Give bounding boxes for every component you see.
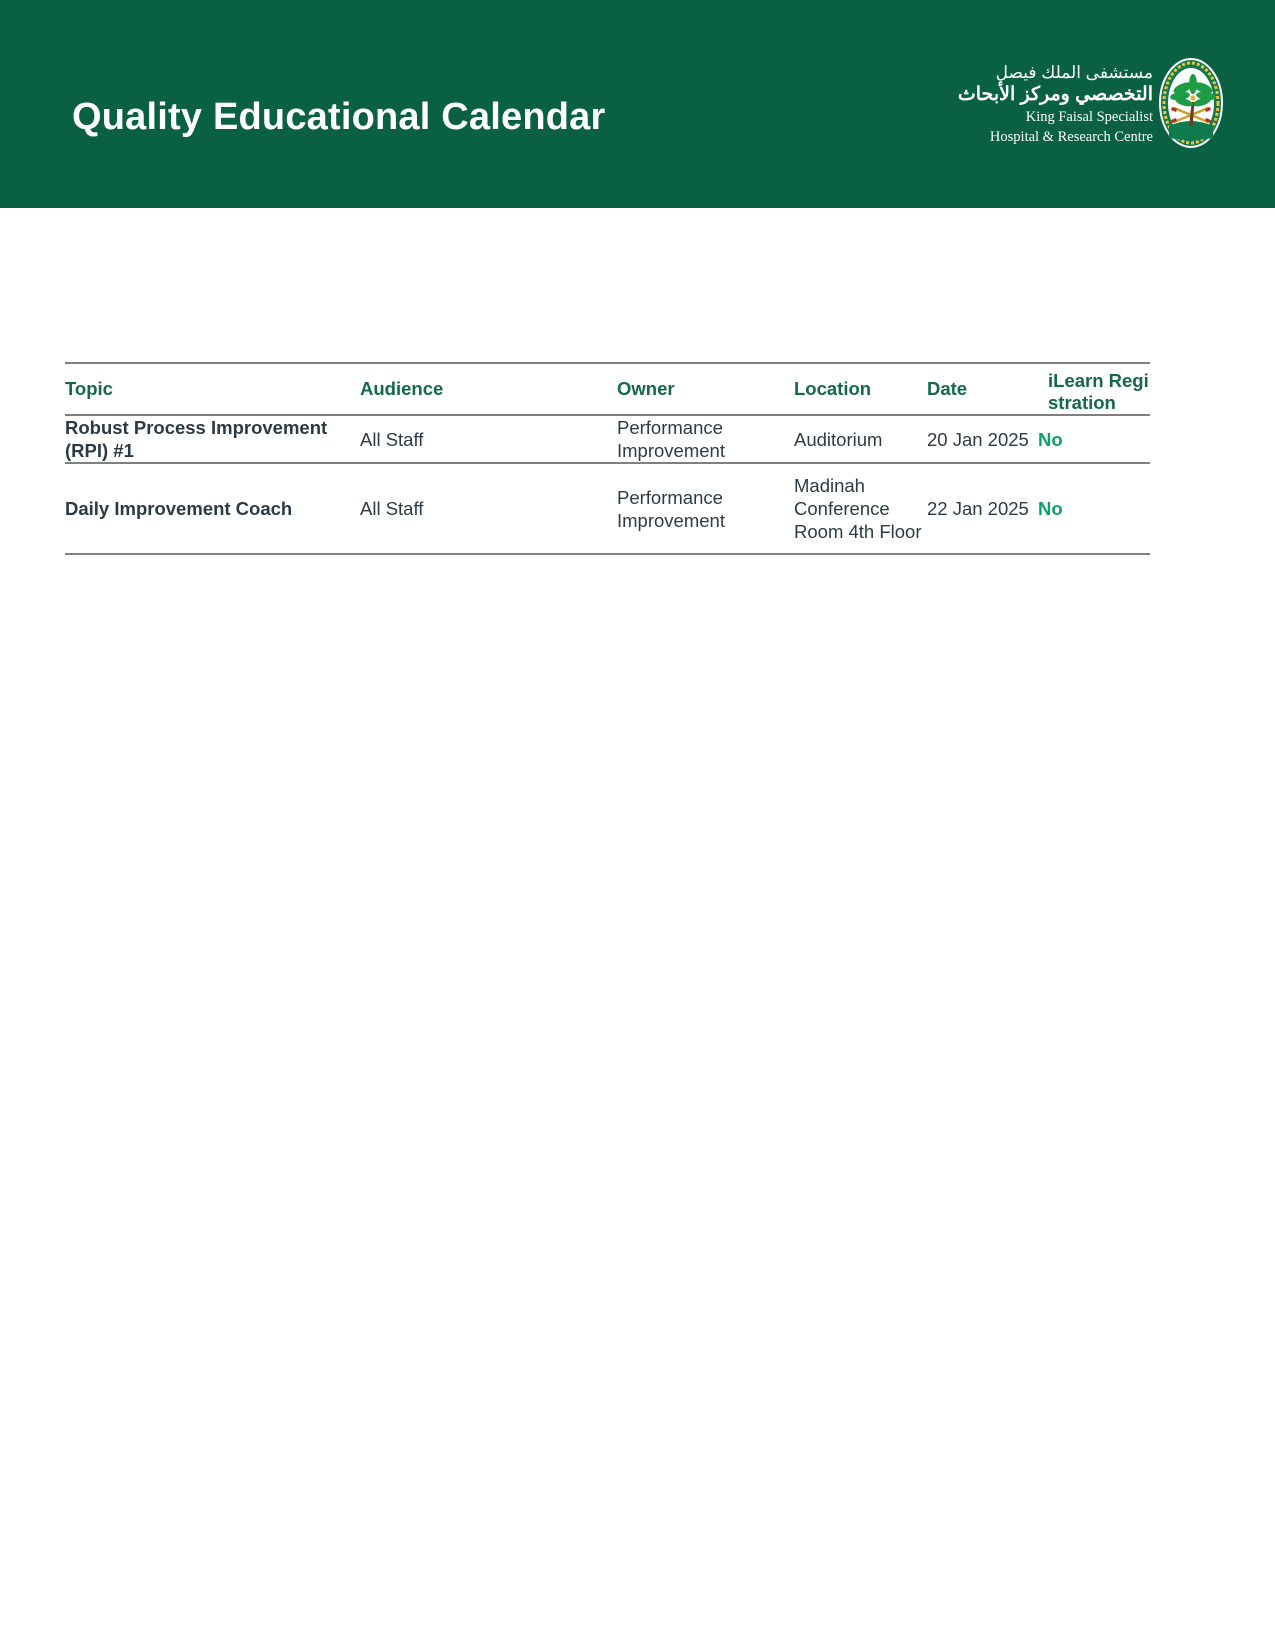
- cell-topic: Daily Improvement Coach: [65, 463, 360, 554]
- column-header-location: Location: [794, 363, 927, 415]
- logo-english-line-1: King Faisal Specialist: [1025, 109, 1153, 125]
- cell-audience: All Staff: [360, 415, 617, 463]
- cell-topic: Robust Process Improvement (RPI) #1: [65, 415, 360, 463]
- table-header-row: [65, 363, 1150, 415]
- cell-ilearn-registration: No: [1038, 415, 1150, 463]
- column-header-topic: Topic: [65, 363, 360, 415]
- page-title: Quality Educational Calendar: [72, 96, 606, 138]
- cell-ilearn-registration: No: [1038, 463, 1150, 554]
- column-header-audience: Audience: [360, 363, 617, 415]
- logo-arabic-line-2: التخصصي ومركز الأبحاث: [957, 84, 1153, 105]
- column-header-date: Date: [927, 363, 1038, 415]
- cell-owner: Performance Improvement: [617, 415, 794, 463]
- cell-date: 22 Jan 2025: [927, 463, 1038, 554]
- column-header-owner: Owner: [617, 363, 794, 415]
- cell-audience: All Staff: [360, 463, 617, 554]
- column-header-ilearn-registration: iLearn Registration: [1038, 363, 1150, 415]
- calendar-table-container: [65, 362, 1150, 555]
- logo-arabic-line-1: مستشفى الملك فيصل: [995, 63, 1153, 82]
- cell-date: 20 Jan 2025: [927, 415, 1038, 463]
- logo-english-line-2: Hospital & Research Centre: [989, 129, 1153, 145]
- cell-owner: Performance Improvement: [617, 463, 794, 554]
- table-body: [65, 415, 1150, 554]
- palm-tree-crossed-swords-seal-icon: [1159, 58, 1223, 148]
- cell-location: Madinah Conference Room 4th Floor: [794, 463, 927, 554]
- table-row: [65, 463, 1150, 554]
- organization-logo-text: [957, 62, 1153, 146]
- cell-location: Auditorium: [794, 415, 927, 463]
- table-row: [65, 415, 1150, 463]
- page-header-banner: [0, 0, 1275, 208]
- table-header: [65, 362, 1150, 415]
- calendar-table: [65, 362, 1150, 555]
